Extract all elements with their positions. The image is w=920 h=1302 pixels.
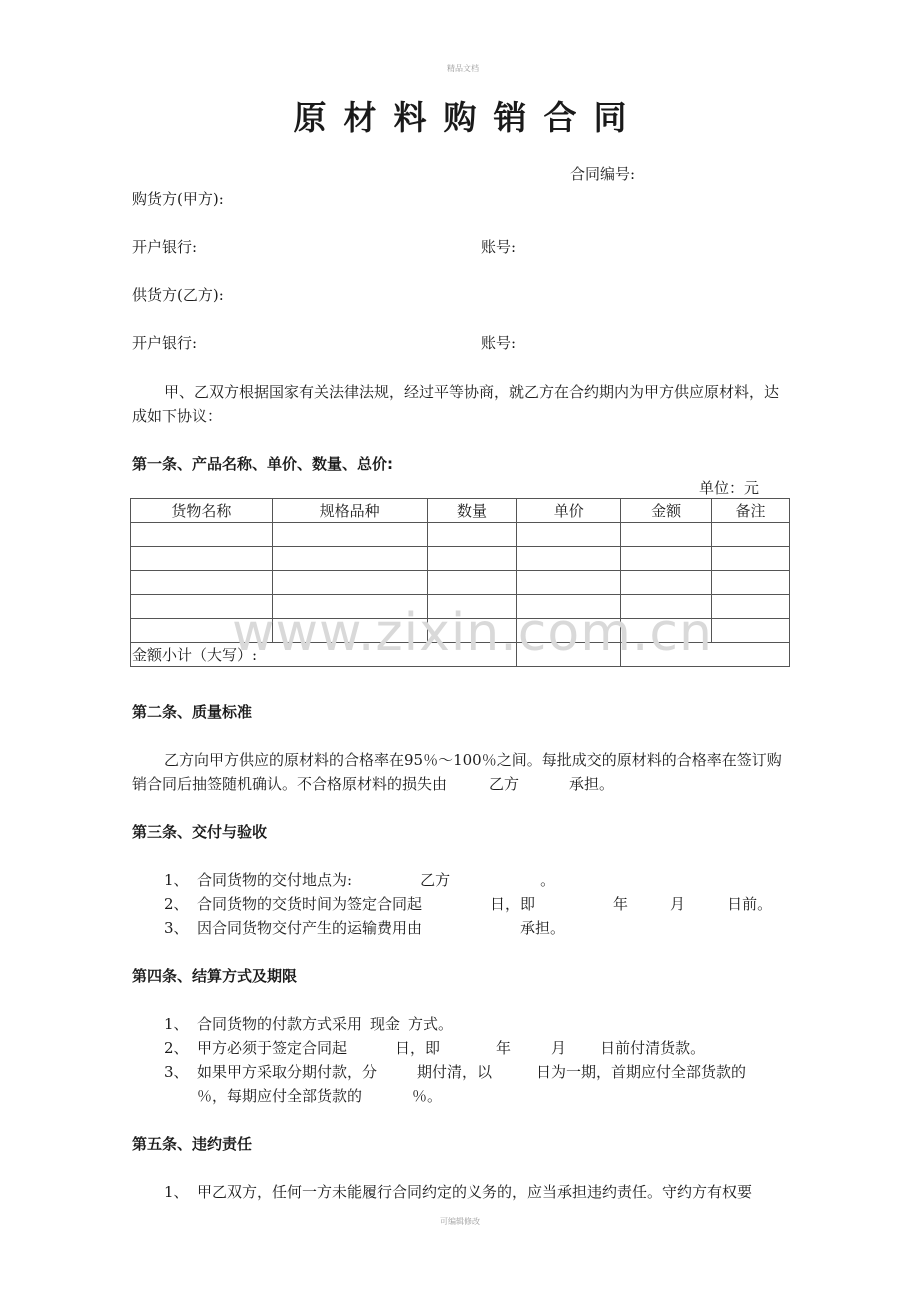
column-header: 数量 xyxy=(427,499,517,523)
article2-party: 乙方 xyxy=(489,775,520,793)
table-cell[interactable] xyxy=(517,571,621,595)
subtotal-label: 金额小计（大写）: xyxy=(131,643,517,667)
item-number: 2、 xyxy=(164,1039,189,1057)
table-cell[interactable] xyxy=(427,547,517,571)
item-value: 现金 xyxy=(370,1015,401,1033)
item-tail: 。 xyxy=(540,871,556,889)
item-text: 因合同货物交付产生的运输费用由 xyxy=(197,919,423,937)
table-cell[interactable] xyxy=(272,571,427,595)
table-cell[interactable] xyxy=(712,547,790,571)
intro-paragraph: 甲、乙双方根据国家有关法律法规，经过平等协商，就乙方在合约期内为甲方供应原材料，达成如下协议： xyxy=(132,383,780,425)
table-cell[interactable] xyxy=(427,571,517,595)
table-cell[interactable] xyxy=(712,619,790,643)
item-text: 合同货物的交货时间为签定合同起 xyxy=(197,895,423,913)
article5-item-1 xyxy=(164,1182,752,1202)
table-cell[interactable] xyxy=(712,571,790,595)
item-text: 如果甲方采取分期付款，分 xyxy=(197,1063,378,1081)
watermark: www.zixin.com.cn xyxy=(232,603,713,663)
table-row xyxy=(131,571,790,595)
buyer-bank-label: 开户银行: xyxy=(132,238,198,256)
article3-item-2 xyxy=(164,894,772,914)
item-d4: 日前。 xyxy=(727,895,773,913)
item-d3: 月 xyxy=(670,895,686,913)
article2-text: 乙方向甲方供应的原材料的合格率在95％～100％之间。每批成交的原材料的合格率在签订购销合同后抽签随机确认。不合格原材料的损失由 xyxy=(132,751,782,793)
item-number: 3、 xyxy=(164,1063,189,1081)
article5-heading: 第五条、违约责任 xyxy=(132,1135,253,1153)
table-cell[interactable] xyxy=(272,547,427,571)
article3-heading: 第三条、交付与验收 xyxy=(132,823,268,841)
item-text: 合同货物的交付地点为: xyxy=(197,871,353,889)
table-cell[interactable] xyxy=(131,523,273,547)
article4-heading: 第四条、结算方式及期限 xyxy=(132,967,298,985)
item-d2: 年 xyxy=(496,1039,512,1057)
unit-note: 单位：元 xyxy=(699,479,760,497)
item-number: 1、 xyxy=(164,1015,189,1033)
article4-item-1 xyxy=(164,1014,453,1034)
article3-item-1 xyxy=(164,870,555,890)
article2-paragraph xyxy=(132,748,790,796)
item-value: 乙方 xyxy=(420,871,451,889)
column-header: 金额 xyxy=(621,499,712,523)
article4-item-2 xyxy=(164,1038,705,1058)
article2-heading: 第二条、质量标准 xyxy=(132,703,253,721)
item-text: 合同货物的付款方式采用 xyxy=(197,1015,363,1033)
item-number: 1、 xyxy=(164,1183,189,1201)
item-d4: 日前付清货款。 xyxy=(600,1039,706,1057)
table-cell[interactable] xyxy=(517,523,621,547)
seller-account-label: 账号: xyxy=(481,334,517,352)
item-line2b: ％。 xyxy=(412,1087,443,1105)
item-d3: 月 xyxy=(551,1039,567,1057)
item-line2a: ％，每期应付全部货款的 xyxy=(197,1087,363,1105)
table-cell[interactable] xyxy=(621,571,712,595)
item-d2: 年 xyxy=(613,895,629,913)
item-text: 甲方必须于签定合同起 xyxy=(197,1039,348,1057)
item-number: 3、 xyxy=(164,919,189,937)
item-d1: 期付清，以 xyxy=(417,1063,493,1081)
table-row xyxy=(131,523,790,547)
article3-item-3 xyxy=(164,918,565,938)
table-cell[interactable] xyxy=(712,523,790,547)
table-cell[interactable] xyxy=(131,571,273,595)
column-header: 备注 xyxy=(712,499,790,523)
article2-tail: 承担。 xyxy=(569,775,615,793)
buyer-account-label: 账号: xyxy=(481,238,517,256)
item-number: 1、 xyxy=(164,871,189,889)
header-mark: 精品文档 xyxy=(447,64,479,73)
seller-label: 供货方(乙方): xyxy=(132,286,224,304)
table-cell[interactable] xyxy=(621,523,712,547)
contract-number-label: 合同编号: xyxy=(570,165,636,183)
item-d2: 日为一期，首期应付全部货款的 xyxy=(536,1063,747,1081)
table-cell[interactable] xyxy=(517,547,621,571)
seller-bank-label: 开户银行: xyxy=(132,334,198,352)
buyer-label: 购货方(甲方): xyxy=(132,190,224,208)
item-number: 2、 xyxy=(164,895,189,913)
item-tail: 承担。 xyxy=(520,919,566,937)
table-cell[interactable] xyxy=(712,595,790,619)
item-tail: 方式。 xyxy=(408,1015,454,1033)
article4-item-3-continued xyxy=(197,1086,442,1106)
column-header: 规格品种 xyxy=(272,499,427,523)
item-d1: 日，即 xyxy=(395,1039,441,1057)
table-header-row xyxy=(131,499,790,523)
table-cell[interactable] xyxy=(621,547,712,571)
column-header: 货物名称 xyxy=(131,499,273,523)
table-row xyxy=(131,547,790,571)
column-header: 单价 xyxy=(517,499,621,523)
page-title: 原材料购销合同 xyxy=(293,98,644,137)
table-cell[interactable] xyxy=(427,523,517,547)
item-d1: 日，即 xyxy=(490,895,536,913)
item-text: 甲乙双方，任何一方未能履行合同约定的义务的，应当承担违约责任。守约方有权要 xyxy=(197,1183,753,1201)
article4-item-3 xyxy=(164,1062,746,1082)
footer-mark: 可编辑修改 xyxy=(440,1217,480,1226)
table-cell[interactable] xyxy=(272,523,427,547)
article1-heading: 第一条、产品名称、单价、数量、总价: xyxy=(132,455,394,473)
table-cell[interactable] xyxy=(131,547,273,571)
